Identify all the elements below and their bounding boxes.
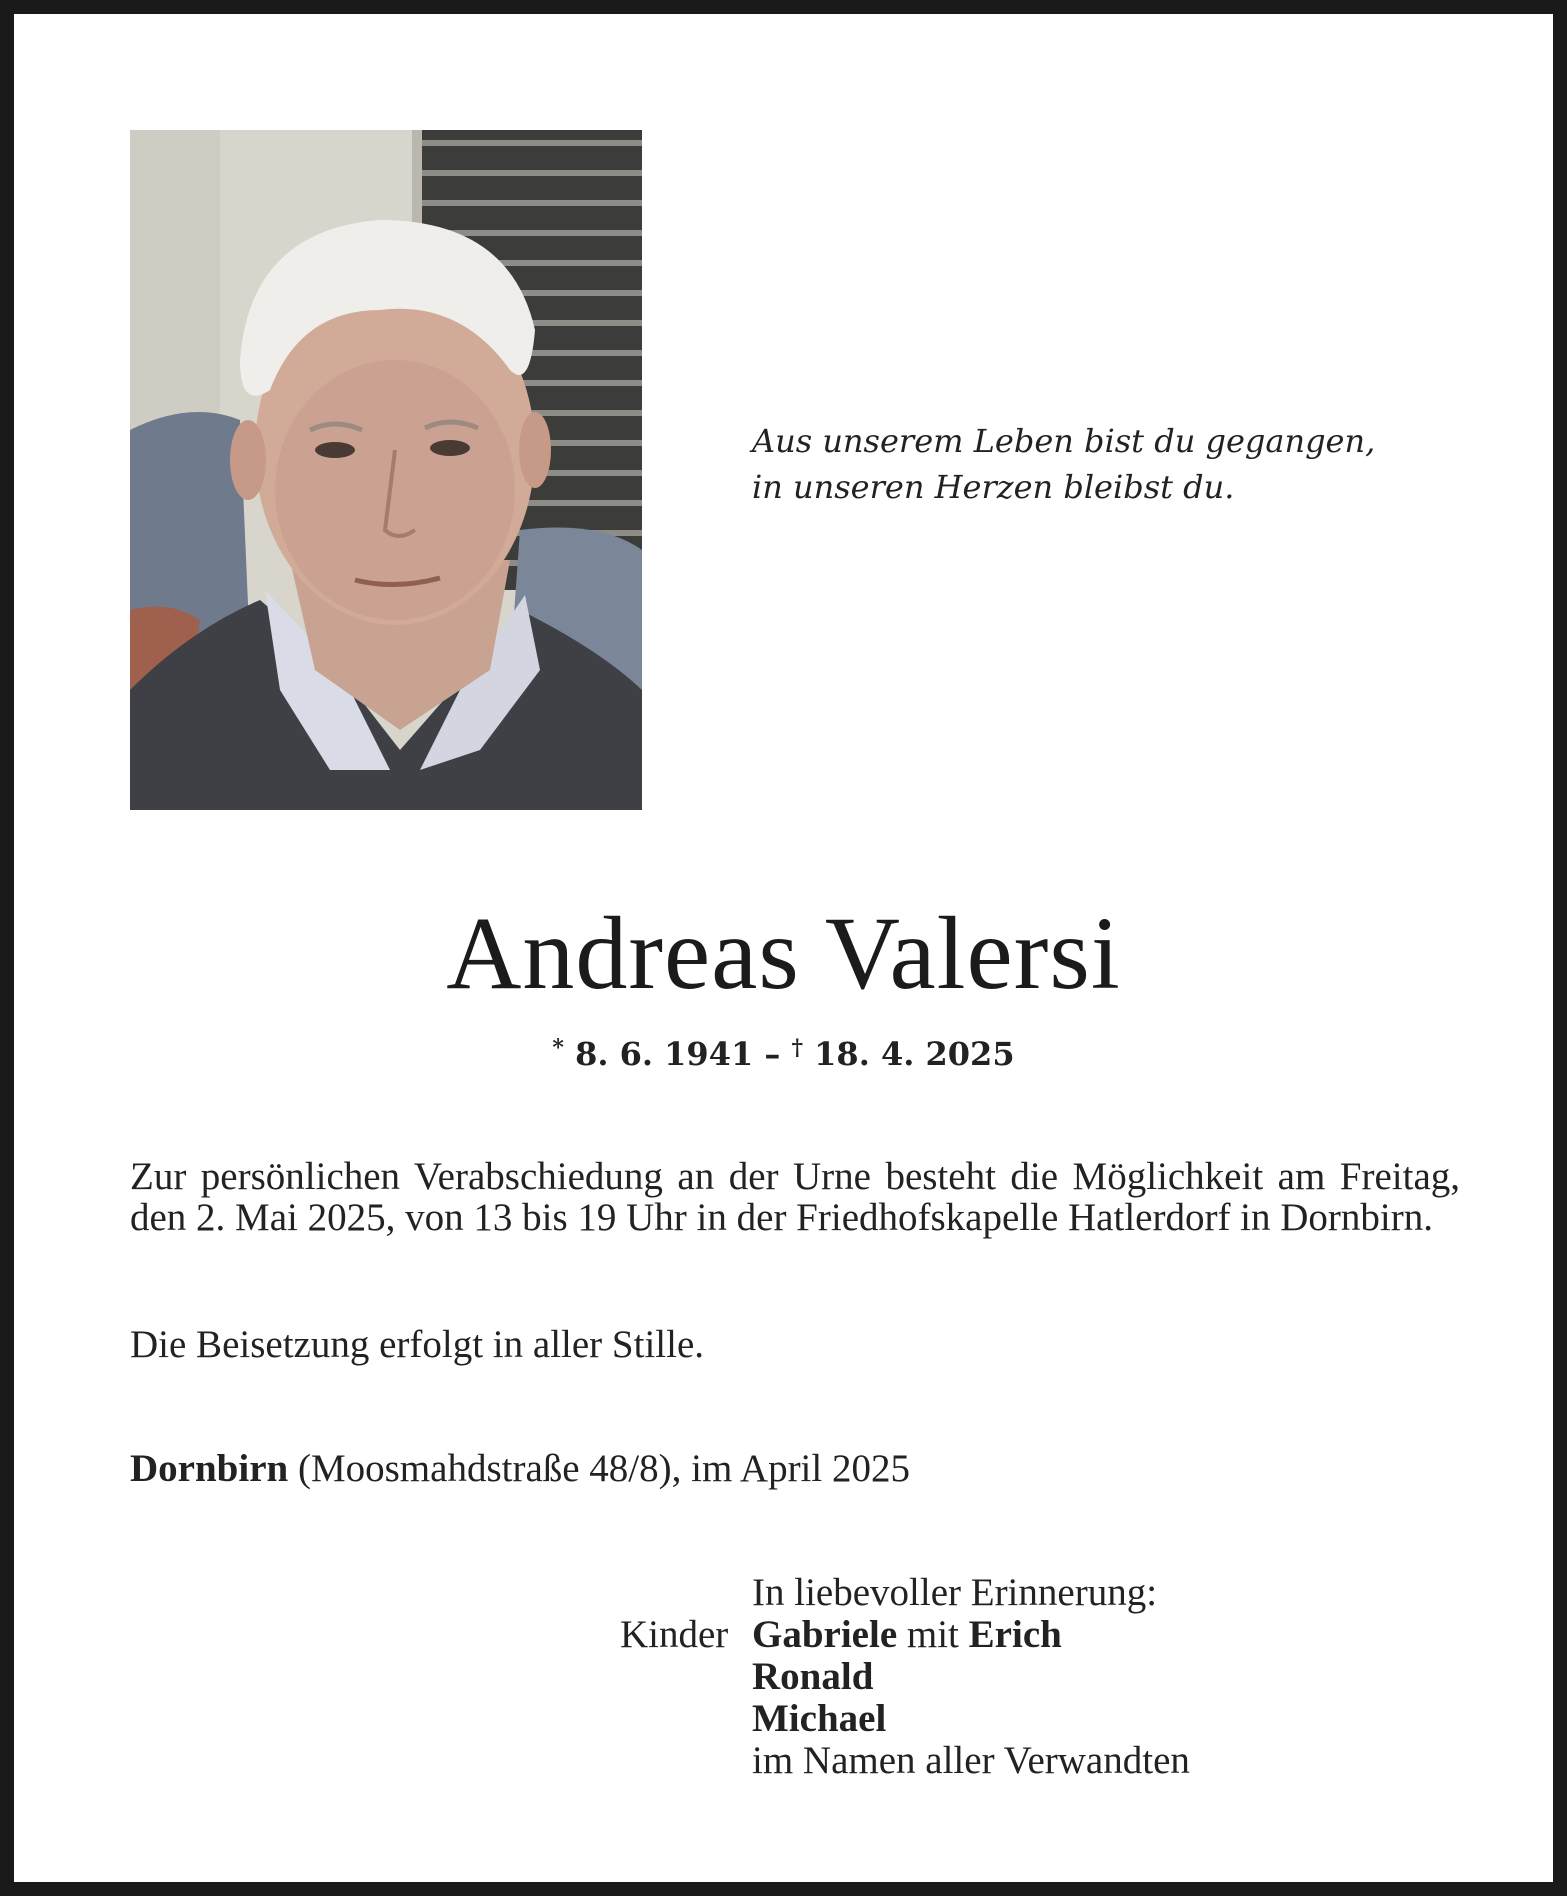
place-details: (Moosmahdstraße 48/8), im April 2025 — [288, 1447, 910, 1490]
kinder-label: Kinder — [620, 1613, 729, 1656]
place-city: Dornbirn — [130, 1447, 289, 1490]
date-dash: – — [764, 1035, 781, 1073]
death-symbol: † — [791, 1035, 804, 1061]
closing-children-line-2 — [752, 1656, 1190, 1698]
child-name-2: Ronald — [752, 1655, 874, 1698]
child-name-1: Gabriele — [752, 1613, 898, 1656]
closing-outro: im Namen aller Verwandten — [752, 1739, 1190, 1782]
closing-intro: In liebevoller Erinnerung: — [752, 1571, 1158, 1614]
life-dates — [14, 1026, 1553, 1076]
memorial-quote — [752, 418, 1472, 510]
birth-symbol: * — [552, 1035, 564, 1061]
quote-line-1: Aus unserem Leben bist du gegangen, — [752, 422, 1376, 460]
with-word: mit — [897, 1613, 969, 1656]
portrait-image — [130, 130, 642, 810]
partner-name-1: Erich — [968, 1613, 1062, 1656]
farewell-paragraph: Zur persönlichen Verabschiedung an der Urne besteht die Möglichkeit am Freitag, den 2. Mai 2025, von 13 bis 19 Uhr in der Friedhofskapelle Hatlerdorf in Dornbirn. — [130, 1155, 1460, 1239]
closing-children-line-1 — [752, 1614, 1190, 1656]
burial-paragraph: Die Beisetzung erfolgt in aller Stille. — [130, 1323, 705, 1366]
closing-signature — [752, 1572, 1190, 1782]
place-and-date — [130, 1448, 1460, 1489]
death-date: 18. 4. 2025 — [814, 1035, 1015, 1073]
quote-line-2: in unseren Herzen bleibst du. — [752, 468, 1235, 506]
portrait-photo — [130, 130, 642, 810]
birth-date: 8. 6. 1941 — [575, 1035, 754, 1073]
closing-children-line-3 — [752, 1698, 1190, 1740]
child-name-3: Michael — [752, 1697, 887, 1740]
deceased-name: Andreas Valersi — [446, 896, 1121, 1011]
